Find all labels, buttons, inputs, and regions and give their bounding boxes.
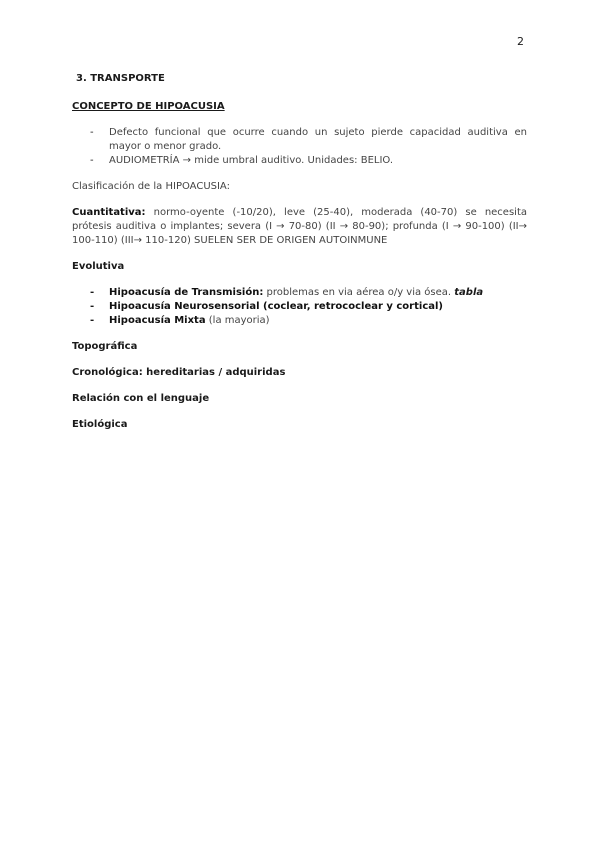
dash-bullet: - <box>90 301 95 312</box>
cronologica-heading: Cronológica: hereditarias / adquiridas <box>72 367 286 378</box>
list-item <box>72 126 527 154</box>
list-item-label: Hipoacusía Mixta <box>109 315 206 326</box>
concept-list <box>72 126 527 168</box>
list-item-label: Hipoacusía Neurosensorial (coclear, retrococlear y cortical) <box>109 301 443 312</box>
list-item-text: problemas en via aérea o/y via ósea. <box>263 287 455 298</box>
list-item-emphasis: tabla <box>454 287 484 298</box>
quantitative-text: normo-oyente (-10/20), leve (25-40), moderada (40-70) se necesita prótesis auditiva o implantes; severa (I → 70-80) (II → 80-90); profunda (I → 90-100) (II→ 100-110) (III→ 110-120) SUELEN SER DE ORIGEN AUTOINMUNE <box>72 207 527 246</box>
list-item <box>72 286 527 300</box>
quantitative-paragraph <box>72 206 527 248</box>
dash-bullet: - <box>90 127 94 138</box>
list-item-label: Hipoacusía de Transmisión: <box>109 287 264 298</box>
list-item-text: AUDIOMETRÍA → mide umbral auditivo. Unidades: BELIO. <box>109 155 394 166</box>
evolutiva-heading: Evolutiva <box>72 261 125 272</box>
evolutiva-list <box>72 286 527 328</box>
section-title: 3. TRANSPORTE <box>76 73 165 84</box>
relacion-heading: Relación con el lenguaje <box>72 393 210 404</box>
classification-intro: Clasificación de la HIPOACUSIA: <box>72 181 230 192</box>
topografica-heading: Topográfica <box>72 341 138 352</box>
document-content <box>72 72 527 444</box>
concept-title: CONCEPTO DE HIPOACUSIA <box>72 101 225 112</box>
dash-bullet: - <box>90 155 94 166</box>
quantitative-label: Cuantitativa: <box>72 207 146 218</box>
list-item <box>72 314 527 328</box>
list-item-text: Defecto funcional que ocurre cuando un sujeto pierde capacidad auditiva en mayor o menor grado. <box>109 127 527 152</box>
list-item <box>72 154 527 168</box>
page-number: 2 <box>517 35 524 48</box>
dash-bullet: - <box>90 287 95 298</box>
dash-bullet: - <box>90 315 95 326</box>
list-item-text: (la mayoria) <box>205 315 270 326</box>
etiologica-heading: Etiológica <box>72 419 128 430</box>
list-item <box>72 300 527 314</box>
